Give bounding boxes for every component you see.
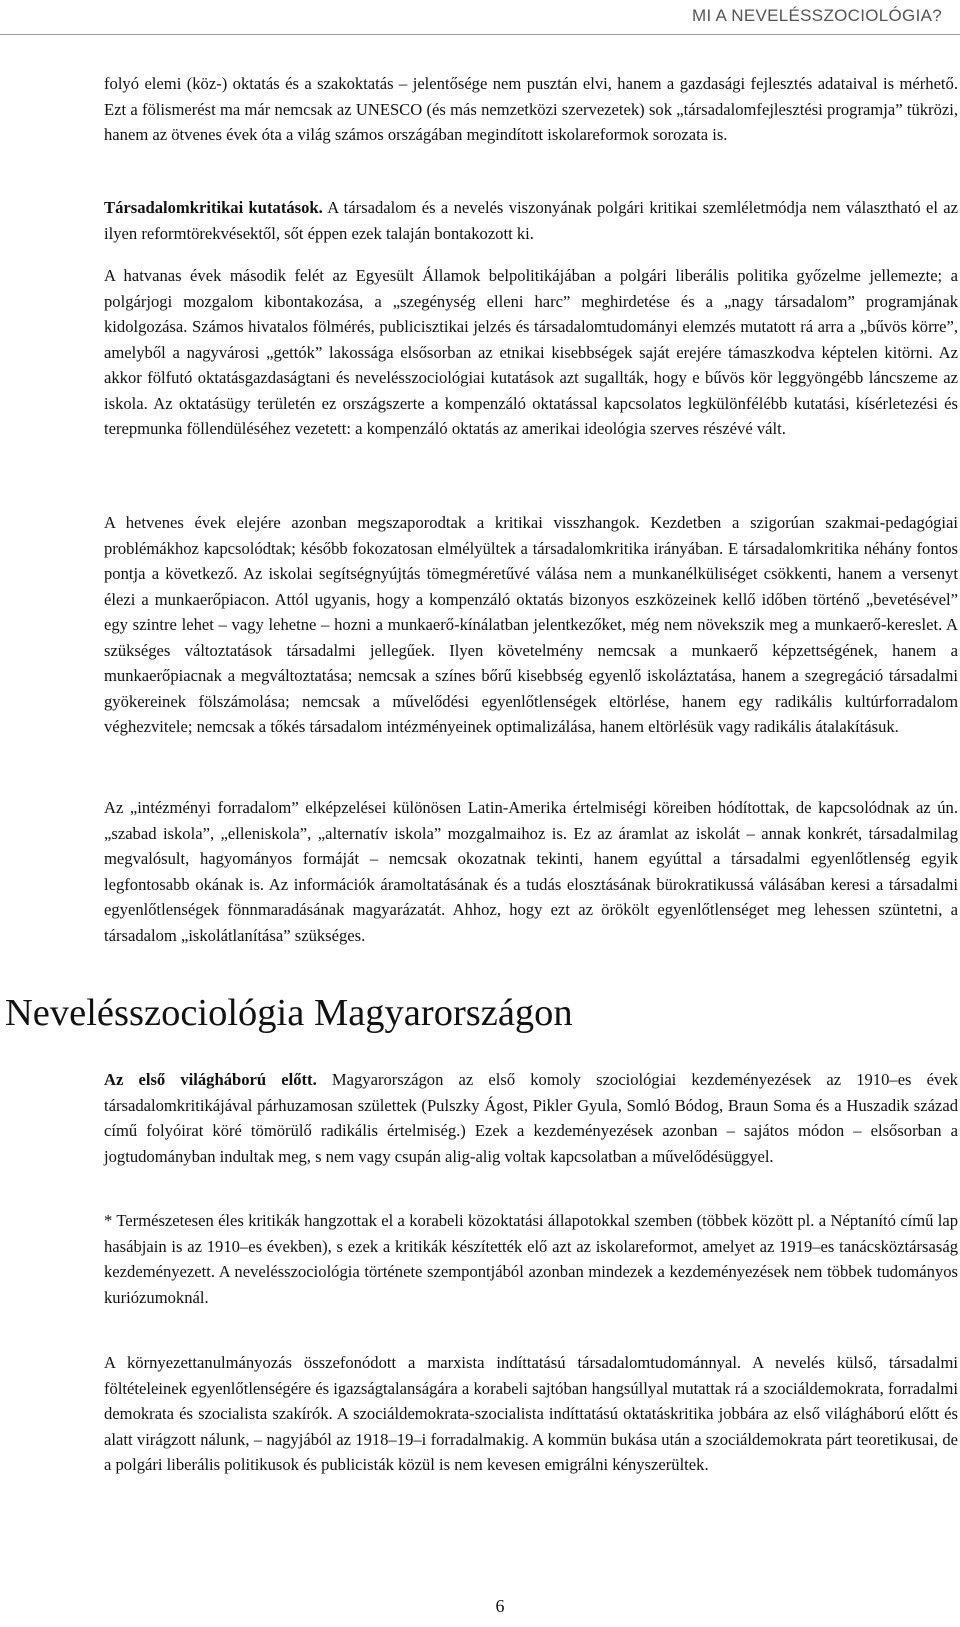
running-header-title: MI A NEVELÉSSZOCIOLÓGIA? [691,6,942,25]
page-number: 6 [495,1596,505,1616]
paragraph-continuation: folyó elemi (köz-) oktatás és a szakoktatás – jelentősége nem pusztán elvi, hanem a gazdasági fejlesztés adataival is mérhető. Ezt a fölismerést ma már nemcsak az UNESCO (és más nemzetközi szervezetek) sok „társadalomfejlesztési programja” tükrözi, hanem az ötvenes évek óta a világ számos országában megindított iskolareformok sorozata is. [104,74,958,144]
paragraph-social-criticism [104,195,958,246]
section-title: Nevelésszociológia Magyarországon [5,992,573,1034]
paragraph-body: Magyarországon az első komoly szociológiai kezdeményezések az 1910–es évek társadalomkritikájával párhuzamosan születtek (Pulszky Ágost, Pikler Gyula, Somló Bódog, Braun Soma és a Huszadik század című folyóirat köré tömörülő radikális értelmiség.) Ezek a kezdeményezések azonban – sajátos módon – elsősorban a jogtudományban indultak meg, s nem vagy csupán alig-alig voltak kapcsolatban a művelődésüggyel. [104,1070,958,1166]
paragraph-environment-study: A környezettanulmányozás összefonódott a marxista indíttatású társadalomtudománnyal. A nevelés külső, társadalmi föltételeinek egyenlőtlenségére és igazságtalanságára a korabeli sajtóban hangsúllyal mutattak rá a szociáldemokrata, forradalmi demokrata és szocialista szakírók. A szociáldemokrata-szocialista indíttatású oktatáskritika jobbára az első világháború előtt és alatt virágzott nálunk, – nagyjából az 1918–19–i forradalmakig. A kommün bukása után a szociáldemokrata párt teoretikusai, de a polgári liberális politikusok és publicisták közül is nem kevesen emigrálni kényszerültek. [104,1353,958,1474]
paragraph-seventies: A hetvenes évek elejére azonban megszaporodtak a kritikai visszhangok. Kezdetben a szigorúan szakmai-pedagógiai problémákhoz kapcsolódtak; később fokozatosan elmélyültek a társadalomkritika irányában. E társadalomkritika néhány fontos pontja a következő. Az iskolai segítségnyújtás tömegméretűvé válása nem a munkanélküliséget csökkenti, hanem a versenyt élezi a munkaerőpiacon. Attól ugyanis, hogy a kompenzáló oktatás bizonyos eszközeinek kellő időben történő „bevetésével” egy szintre lehet – vagy lehetne – hozni a munkaerő-kínálatban jelentkezőket, még nem növekszik meg a munkaerő-kereslet. A szükséges változtatások társadalmi jellegűek. Ilyen követelmény nemcsak a munkaerő képzettségének, hanem a munkaerőpiacnak a megváltoztatása; nemcsak a színes bőrű kisebbség egyenlő iskoláztatása, hanem a szegregáció társadalmi gyökereinek fölszámolása; nemcsak a művelődési egyenlőtlenségek eltörlése, hanem egy radikális kultúrforradalom véghezvitele; nemcsak a tőkés társadalom intézményeinek optimalizálása, hanem eltörlésük vagy radikális átalakításuk. [104,513,958,736]
running-header [0,0,960,35]
paragraph-footnote-criticism: * Természetesen éles kritikák hangzottak el a korabeli közoktatási állapotokkal szemben (többek között pl. a Néptanító című lap hasábjain is az 1910–es években), s ezek a kritikák készítették elő azt az iskolareformot, amelyet az 1919–es tanácsköztársaság kezdeményezett. A nevelésszociológia története szempontjából azonban mindezek a kezdeményezések nem többek tudományos kuriózumoknál. [104,1211,958,1307]
paragraph-institutional-revolution: Az „intézményi forradalom” elképzelései különösen Latin-Amerika értelmiségi köreiben hódítottak, de kapcsolódnak az ún. „szabad iskola”, „elleniskola”, „alternatív iskola” mozgalmaihoz is. Ez az áramlat az iskolát – annak konkrét, társadalmilag megvalósult, hagyományos formáját – nemcsak okozatnak tekinti, hanem egyúttal a társadalmi egyenlőtlenség egyik legfontosabb okának is. Az információk áramoltatásának és a tudás elosztásának bürokratikussá válásában keresi a társadalmi egyenlőtlenségek fönnmaradásának magyarázatát. Ahhoz, hogy ezt az örökölt egyenlőtlenséget meg lehessen szüntetni, a társadalom „iskolátlanítása” szükséges. [104,798,958,945]
paragraph-before-ww1 [104,1067,958,1169]
paragraph-body: A társadalom és a nevelés viszonyának polgári kritikai szemléletmódja nem választható el az ilyen reformtörekvésektől, sőt éppen ezek talaján bontakozott ki. [104,198,958,243]
paragraph-sixties: A hatvanas évek második felét az Egyesült Államok belpolitikájában a polgári liberális politika győzelme jellemezte; a polgárjogi mozgalom kibontakozása, a „szegénység elleni harc” meghirdetése és a „nagy társadalom” programjának kidolgozása. Számos hivatalos fölmérés, publicisztikai jelzés és társadalomtudományi elemzés mutatott rá arra a „bűvös körre”, amelyből a nagyvárosi „gettók” lakossága elsősorban az etnikai kisebbségek saját erejére támaszkodva képtelen kitörni. Az akkor fölfutó oktatásgazdaságtani és nevelésszociológiai kutatások azt sugallták, hogy e bűvös kör leggyöngébb láncszeme az iskola. Az oktatásügy területén ez országszerte a kompenzáló oktatással kapcsolatos legkülönfélébb kutatási, kísérletezési és terepmunka föllendüléséhez vezetett: a kompenzáló oktatás az amerikai ideológia szerves részévé vált. [104,266,958,438]
run-in-heading-social-criticism: Társadalomkritikai kutatások. [104,198,323,217]
run-in-heading-before-ww1: Az első világháború előtt. [104,1070,317,1089]
